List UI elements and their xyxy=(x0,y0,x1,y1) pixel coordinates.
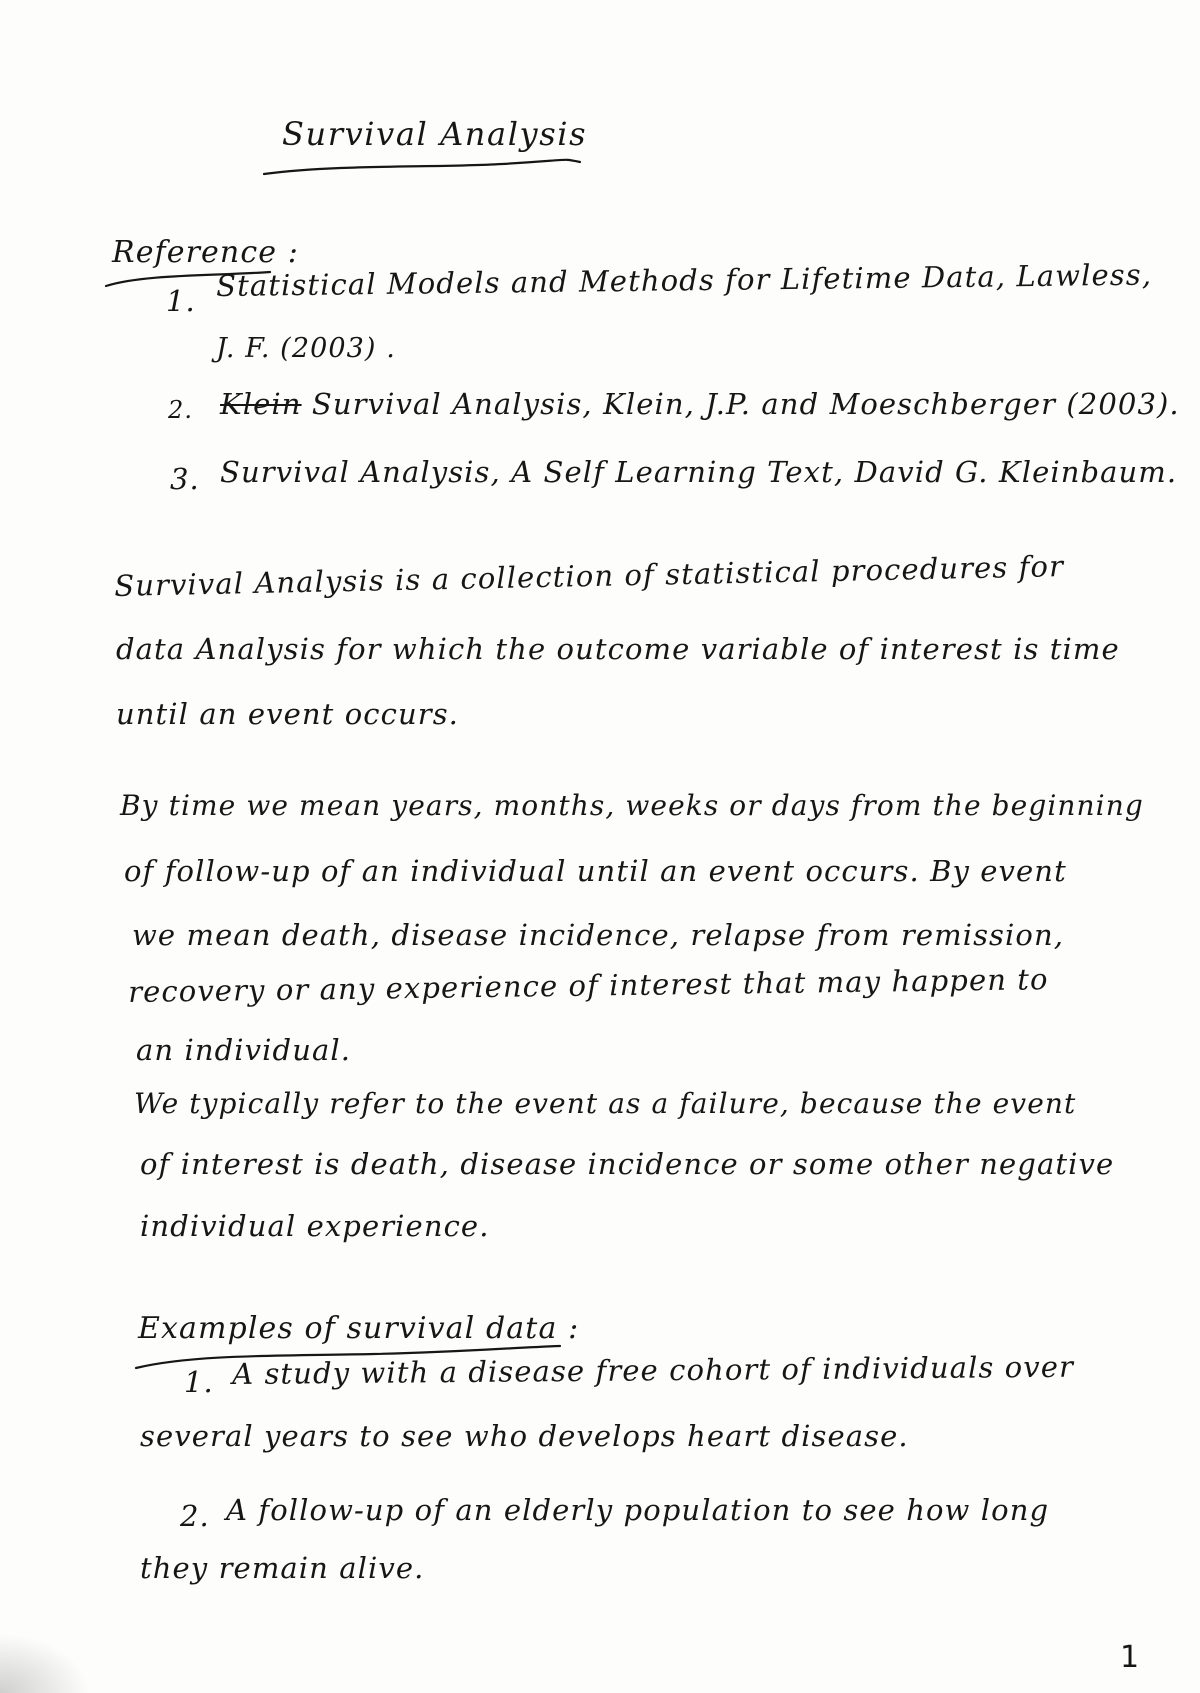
example-1-line-2: several years to see who develops heart disease. xyxy=(140,1419,909,1453)
examples-heading: Examples of survival data : xyxy=(138,1311,580,1346)
definition-line-1: Survival Analysis is a collection of statistical procedures for xyxy=(113,549,1065,603)
reference-heading: Reference : xyxy=(112,235,299,270)
example-1-number: 1. xyxy=(184,1365,214,1399)
reference-3-number: 3. xyxy=(170,462,200,496)
time-event-line-2: of follow-up of an individual until an event occurs. By event xyxy=(124,854,1067,888)
reference-2-line xyxy=(220,387,1180,421)
page-number: 1 xyxy=(1120,1640,1140,1675)
reference-2-struck-word: Klein xyxy=(220,387,302,421)
definition-line-3: until an event occurs. xyxy=(116,697,460,731)
time-event-line-1: By time we mean years, months, weeks or days from the beginning xyxy=(120,789,1144,822)
time-event-line-4: recovery or any experience of interest that may happen to xyxy=(127,962,1049,1009)
definition-line-2: data Analysis for which the outcome variable of interest is time xyxy=(116,632,1120,666)
page-title: Survival Analysis xyxy=(282,115,588,153)
reference-2-text: Survival Analysis, Klein, J.P. and Moeschberger (2003). xyxy=(311,387,1180,421)
example-2-line-2: they remain alive. xyxy=(140,1551,425,1585)
failure-line-3: individual experience. xyxy=(140,1209,490,1243)
example-2-line-1: A follow-up of an elderly population to see how long xyxy=(226,1493,1050,1527)
time-event-line-5: an individual. xyxy=(136,1033,352,1067)
title-underline xyxy=(262,150,582,180)
reference-1-number: 1. xyxy=(166,284,196,318)
failure-line-1: We typically refer to the event as a failure, because the event xyxy=(134,1087,1077,1120)
example-2-number: 2. xyxy=(180,1499,210,1533)
time-event-line-3: we mean death, disease incidence, relapse from remission, xyxy=(132,918,1065,952)
reference-3-line: Survival Analysis, A Self Learning Text, David G. Kleinbaum. xyxy=(220,455,1178,489)
reference-2-number: 2. xyxy=(168,396,194,424)
failure-line-2: of interest is death, disease incidence or some other negative xyxy=(140,1147,1115,1181)
example-1-line-1: A study with a disease free cohort of individuals over xyxy=(231,1349,1075,1391)
reference-1-line-1: Statistical Models and Methods for Lifetime Data, Lawless, xyxy=(215,257,1153,303)
reference-1-line-2: J. F. (2003) . xyxy=(216,333,396,364)
